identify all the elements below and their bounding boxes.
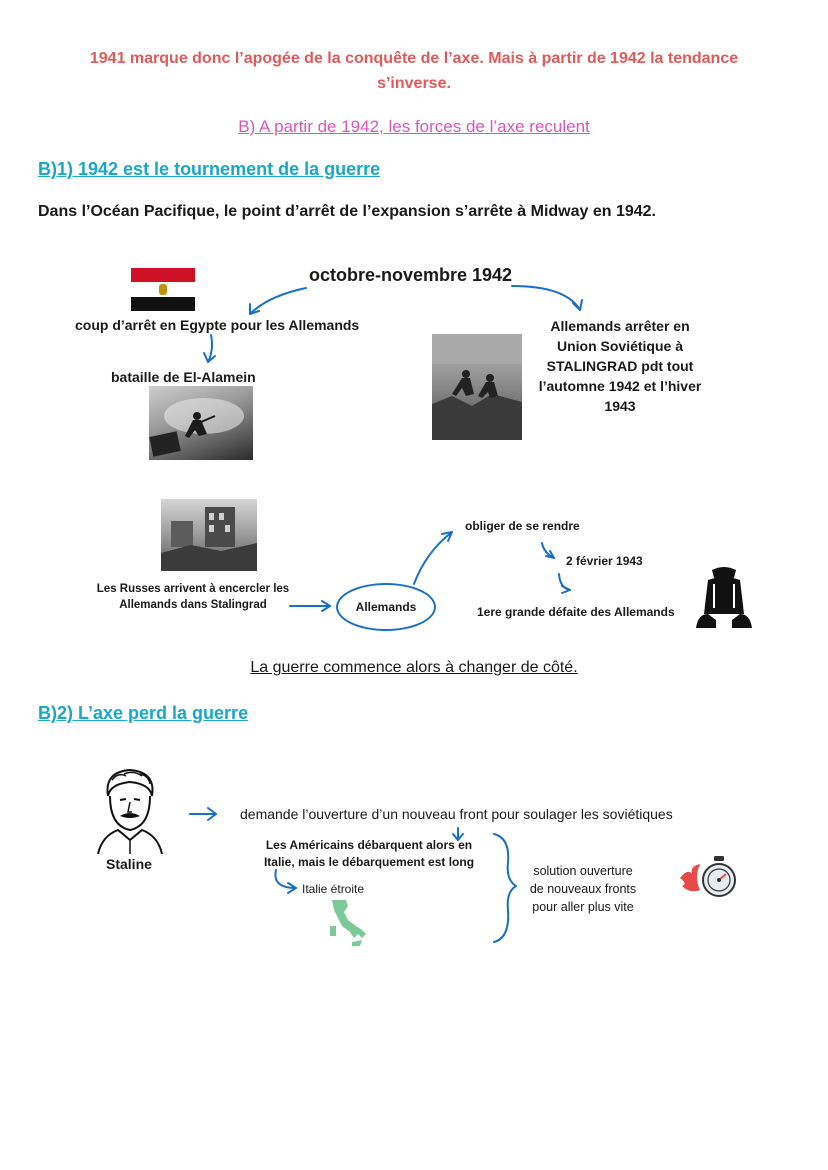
narrow-italy-text: Italie étroite — [302, 882, 365, 896]
section-b1-title: B)1) 1942 est le tournement de la guerre — [38, 159, 381, 179]
intro-text — [40, 46, 788, 96]
italy-landing-line-2: Italie, mais le débarquement est long — [263, 855, 475, 869]
encirclement-text — [82, 581, 304, 613]
arrow-obliger-to-date — [542, 543, 554, 558]
stalingrad-line-1: Allemands arrêter en — [550, 318, 690, 334]
intro-line-1: 1941 marque donc l’apogée de la conquête de l’axe. Mais à partir de 1942 la tendance — [89, 50, 739, 67]
solution-line-2: de nouveaux fronts — [529, 882, 637, 896]
arrow-date-to-egypt — [250, 288, 306, 314]
stalingrad-line-5: 1943 — [604, 398, 636, 414]
italy-map-icon — [326, 898, 370, 948]
war-turning-text: La guerre commence alors à changer de côté. — [250, 659, 578, 676]
egypt-flag-icon — [131, 268, 195, 311]
stalingrad-line-2: Union Soviétique à — [556, 338, 683, 354]
egypt-halt-text: coup d’arrêt en Egypte pour les Allemands — [75, 317, 360, 333]
section-b2-title: B)2) L’axe perd la guerre — [38, 703, 249, 723]
allemands-node — [336, 583, 436, 631]
stalingrad-line-3: STALINGRAD pdt tout — [546, 358, 694, 374]
kneeling-soldier-icon — [692, 564, 756, 630]
solution-line-1: solution ouverture — [533, 864, 633, 878]
stalingrad-halt-text — [520, 316, 720, 416]
arrow-date-to-stalingrad — [512, 286, 580, 310]
date-node: octobre-novembre 1942 — [309, 265, 513, 285]
fast-stopwatch-icon — [678, 854, 740, 900]
new-front-request-text: demande l’ouverture d’un nouveau front pour soulager les soviétiques — [240, 806, 673, 822]
arrow-landing-to-italy — [275, 870, 296, 888]
intro-line-2: s’inverse. — [377, 75, 451, 92]
first-defeat-text: 1ere grande défaite des Allemands — [477, 605, 675, 619]
stalingrad-ruins-photo — [161, 499, 257, 571]
italy-landing-text — [254, 837, 484, 871]
stalingrad-line-4: l’automne 1942 et l’hiver — [538, 378, 702, 394]
surrender-text: obliger de se rendre — [465, 519, 580, 533]
arrow-allemands-to-obliger — [414, 532, 452, 584]
arrow-date-to-defaite — [559, 574, 570, 590]
arrow-egypt-to-alamein — [208, 335, 212, 362]
encirclement-line-1: Les Russes arrivent à encercler les — [96, 583, 290, 595]
solution-brace — [494, 834, 516, 942]
pacific-statement: Dans l’Océan Pacifique, le point d’arrêt de l’expansion s’arrête à Midway en 1942. — [38, 203, 656, 220]
surrender-date: 2 février 1943 — [566, 554, 643, 568]
staline-label: Staline — [106, 856, 152, 872]
solution-text — [520, 862, 646, 916]
solution-line-3: pour aller plus vite — [532, 900, 634, 914]
allemands-node-label: Allemands — [355, 600, 417, 614]
encirclement-line-2: Allemands dans Stalingrad — [119, 599, 267, 611]
stalin-portrait-icon — [94, 766, 166, 854]
el-alamein-photo — [149, 386, 253, 460]
el-alamein-text: bataille de El-Alamein — [111, 369, 256, 385]
section-b-title: B) A partir de 1942, les forces de l’axe reculent — [238, 117, 590, 136]
italy-landing-line-1: Les Américains débarquent alors en — [265, 838, 473, 852]
stalingrad-photo — [432, 334, 522, 440]
